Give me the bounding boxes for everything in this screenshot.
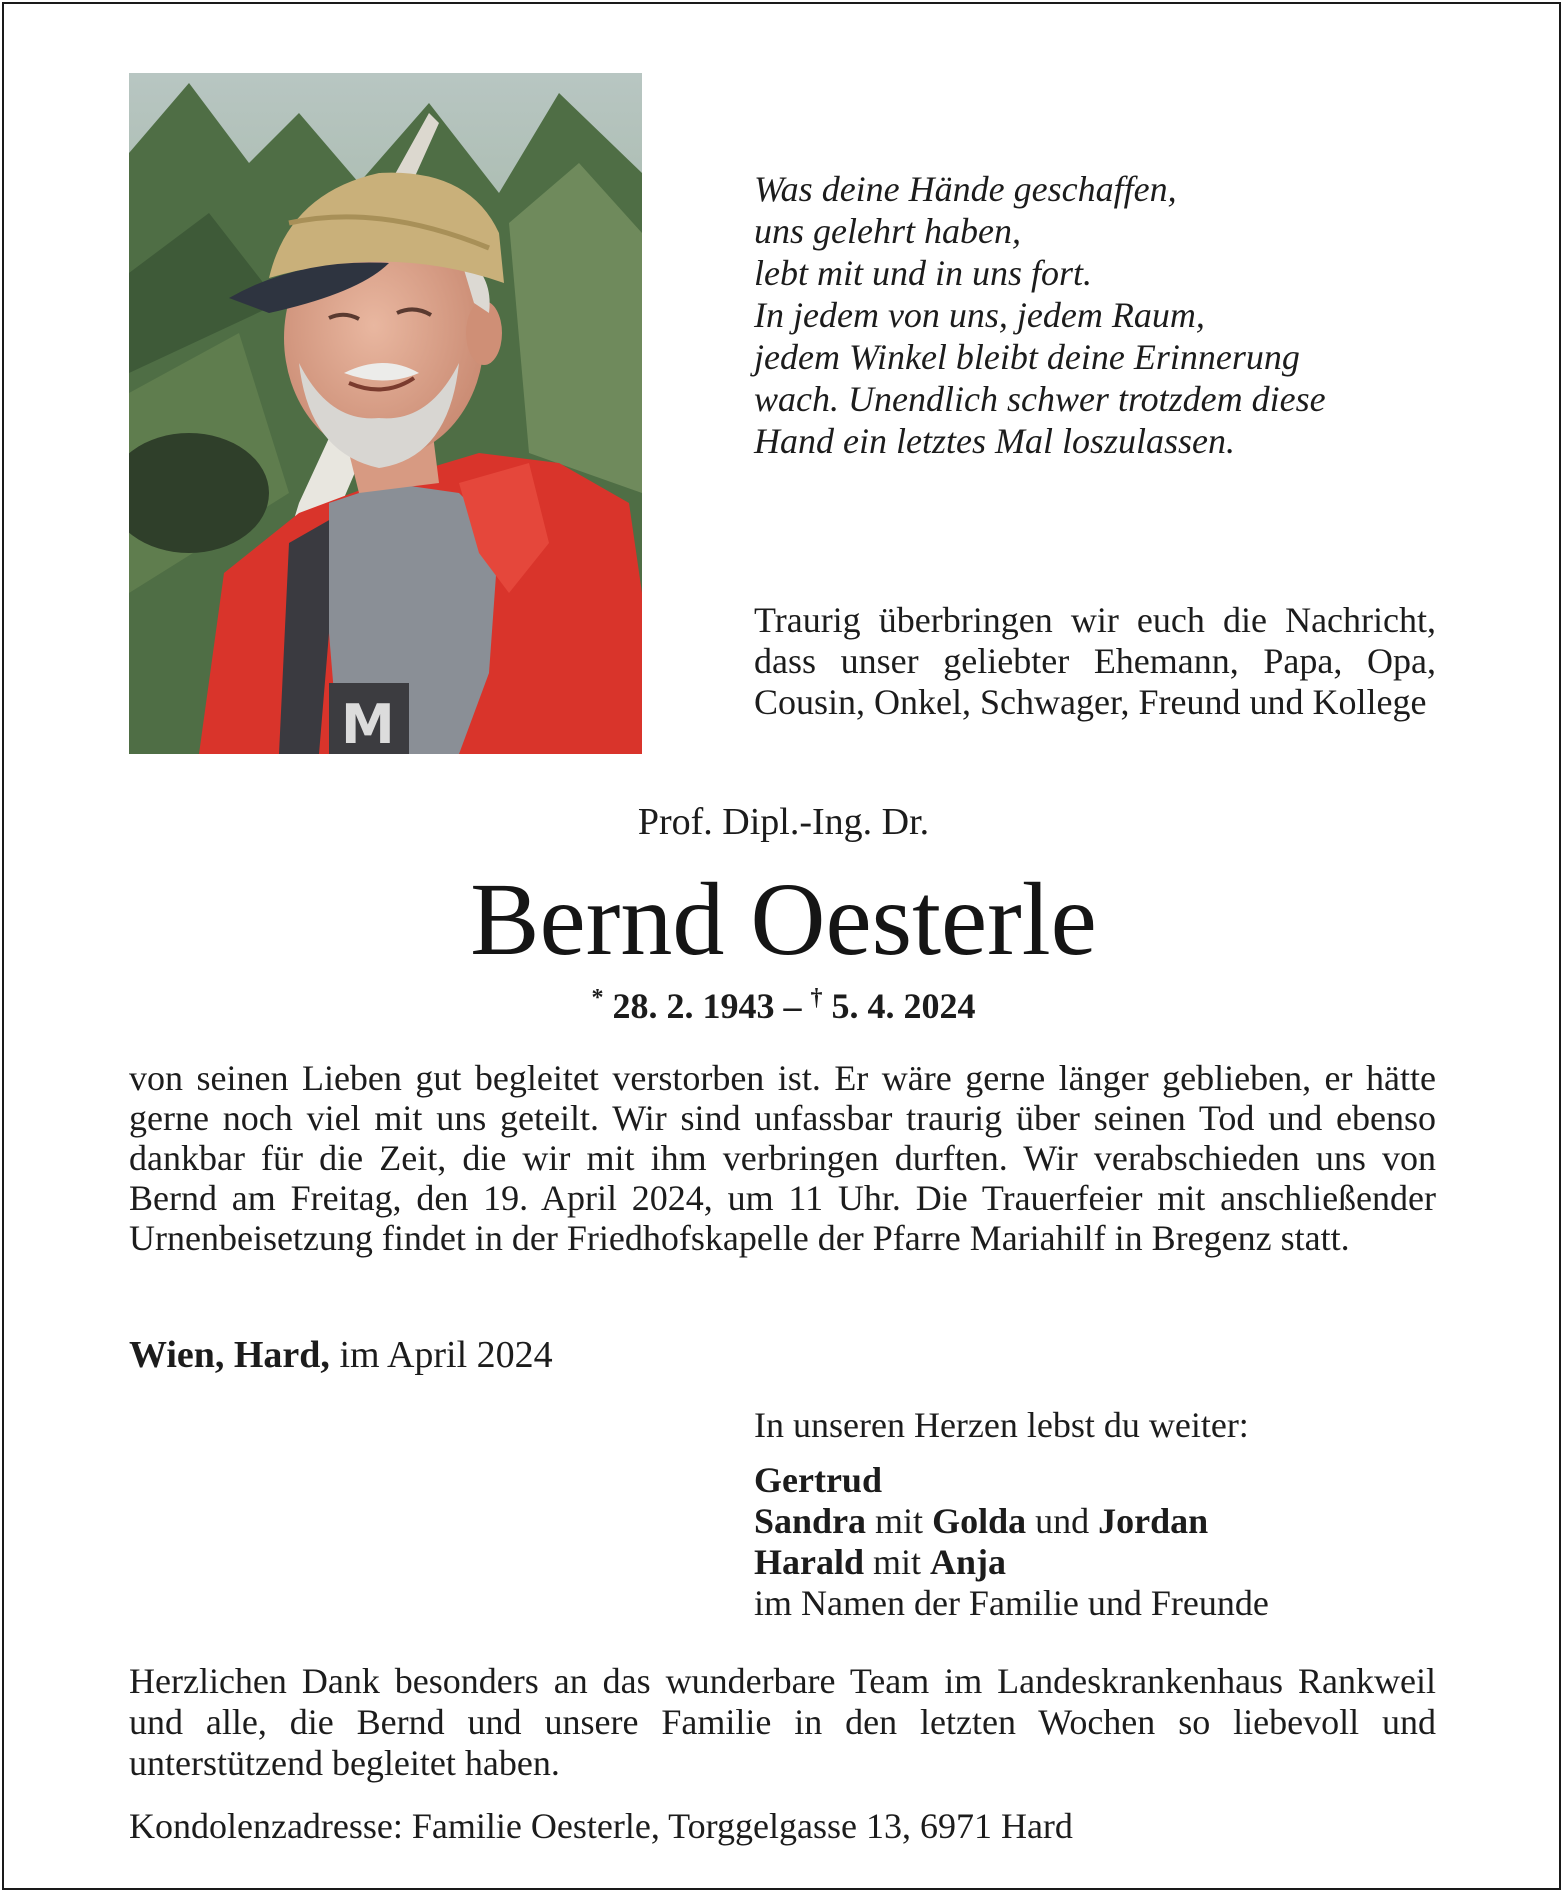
mourner-name: Harald xyxy=(754,1542,865,1582)
portrait-photo xyxy=(129,73,642,754)
mourners-footer: im Namen der Familie und Freunde xyxy=(754,1583,1269,1623)
memorial-poem xyxy=(754,168,1474,462)
death-symbol: † xyxy=(810,985,823,1011)
thanks-text: Herzlichen Dank besonders an das wunderbare Team im Landeskrankenhaus Rankweil und alle, die Bernd und unsere Familie in den letzten Wochen so liebevoll und unterstützend begleitet haben. xyxy=(129,1661,1436,1783)
condolence-address: Kondolenzadresse: Familie Oesterle, Torggelgasse 13, 6971 Hard xyxy=(129,1806,1073,1846)
mourner-name: Jordan xyxy=(1098,1501,1209,1541)
deceased-name: Bernd Oesterle xyxy=(470,862,1097,977)
mourner-name: Gertrud xyxy=(754,1460,882,1500)
poem-line: Hand ein letztes Mal loszulassen. xyxy=(754,421,1235,461)
birth-symbol: * xyxy=(591,985,604,1011)
mourners-block xyxy=(754,1405,1454,1624)
place-and-date xyxy=(129,1333,553,1377)
poem-line: lebt mit und in uns fort. xyxy=(754,253,1093,293)
connector-text: und xyxy=(1026,1501,1099,1541)
mourner-name: Anja xyxy=(930,1542,1007,1582)
obituary-text: von seinen Lieben gut begleitet verstorben ist. Er wäre gerne länger geblieben, er hätte gerne noch viel mit uns geteilt. Wir sind unfassbar traurig über seinen Tod und ebenso dankbar für die Zeit, die wir mit ihm verbringen durften. Wir verabschieden uns von Bernd am Freitag, den 19. April 2024, um 11 Uhr. Die Trauerfeier mit anschließender Urnenbeisetzung findet in der Friedhofskapelle der Pfarre Mariahilf in Bregenz statt. xyxy=(129,1058,1436,1258)
mourner-line xyxy=(754,1501,1454,1542)
poem-line: In jedem von uns, jedem Raum, xyxy=(754,295,1205,335)
poem-line: jedem Winkel bleibt deine Erinnerung xyxy=(754,337,1300,377)
mourner-line xyxy=(754,1542,1454,1583)
mourner-line xyxy=(754,1460,1454,1501)
mourners-heading: In unseren Herzen lebst du weiter: xyxy=(754,1405,1249,1445)
poem-line: wach. Unendlich schwer trotzdem diese xyxy=(754,379,1326,419)
connector-text: mit xyxy=(866,1501,933,1541)
academic-title: Prof. Dipl.-Ing. Dr. xyxy=(637,801,930,843)
life-dates xyxy=(0,985,1567,1027)
mourner-name: Sandra xyxy=(754,1501,867,1541)
mourner-name: Golda xyxy=(932,1501,1027,1541)
poem-line: Was deine Hände geschaffen, xyxy=(754,169,1177,209)
place-cities: Wien, Hard, xyxy=(129,1334,330,1376)
announcement-intro: Traurig überbringen wir euch die Nachricht, dass unser geliebter Ehemann, Papa, Opa, Cousin, Onkel, Schwager, Freund und Kollege xyxy=(754,600,1436,722)
connector-text: mit xyxy=(864,1542,931,1582)
poem-line: uns gelehrt haben, xyxy=(754,211,1021,251)
svg-text:M: M xyxy=(341,693,395,754)
birth-date: 28. 2. 1943 xyxy=(612,986,775,1026)
place-date: im April 2024 xyxy=(329,1334,553,1376)
date-separator: – xyxy=(774,986,811,1026)
death-date: 5. 4. 2024 xyxy=(831,986,976,1026)
